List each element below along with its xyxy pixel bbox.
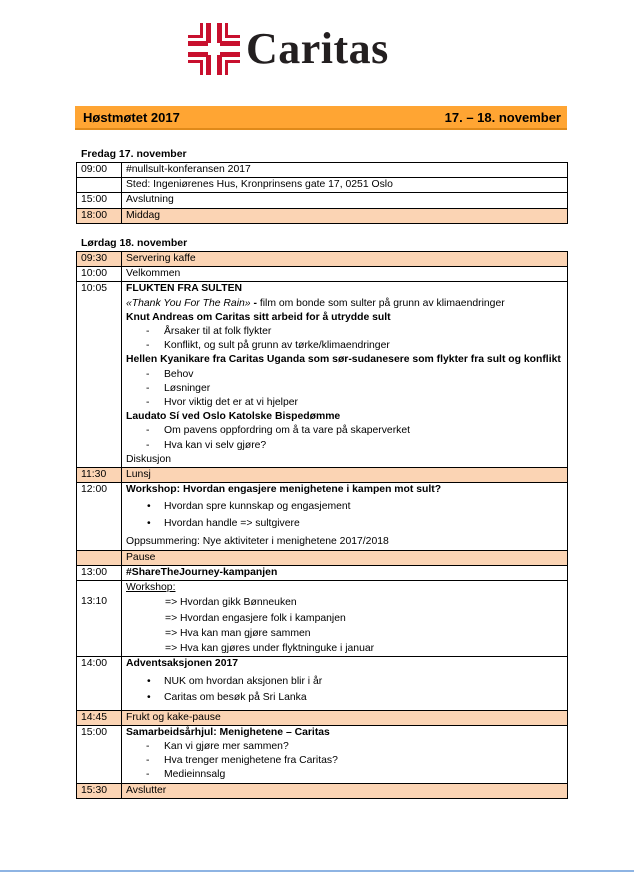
activity-cell: #ShareTheJourney-kampanjen [122,565,568,580]
list-item: - Hva trenger menighetene fra Caritas? [126,754,567,768]
list-item: => Hvordan engasjere folk i kampanjen [165,612,346,624]
table-row-highlighted [77,252,568,267]
activity-cell: #nullsult-konferansen 2017 [122,163,568,178]
activity-cell [122,483,568,550]
activity-cell: Avslutter [122,783,568,798]
film-description: film om bonde som sulter på grunn av klimaendringer [259,297,505,309]
table-row [77,581,568,657]
time-cell: 10:05 [77,282,122,468]
discussion-line: Diskusjon [126,453,172,465]
activity-cell: Pause [122,550,568,565]
activity-cell [122,725,568,783]
table-row [77,657,568,710]
table-row [77,565,568,580]
activity-cell: Middag [122,208,568,223]
session-title: FLUKTEN FRA SULTEN [126,283,243,295]
list-item: - Løsninger [126,382,567,396]
list-item: => Hva kan man gjøre sammen [165,627,311,639]
time-cell: 14:00 [77,657,122,710]
list-item: => Hvordan gikk Bønneuken [165,597,297,609]
saturday-schedule-table [76,251,568,799]
event-title: Høstmøtet 2017 [83,109,180,125]
activity-cell [122,657,568,710]
caritas-cross-icon [186,21,242,77]
activity-cell: Sted: Ingeniørenes Hus, Kronprinsens gate 17, 0251 Oslo [122,178,568,193]
table-row [77,483,568,550]
activity-cell: Velkommen [122,267,568,282]
table-row [77,193,568,208]
list-item: - Kan vi gjøre mer sammen? [126,740,567,754]
time-cell: 11:30 [77,468,122,483]
activity-cell: Avslutning [122,193,568,208]
time-cell: 15:00 [77,725,122,783]
workshop-list [126,499,567,532]
list-item: - Årsaker til at folk flykter [126,325,567,339]
table-row [77,178,568,193]
list-item: • Hvordan spre kunnskap og engasjement [126,499,567,516]
event-dates: 17. – 18. november [444,109,561,125]
workshop-topics-list [126,595,567,656]
speaker-heading: Laudato Sí ved Oslo Katolske Bispedømme [126,411,341,423]
caritas-logo [186,21,389,77]
saturday-heading: Lørdag 18. november [81,237,188,249]
table-row [77,163,568,178]
film-title: «Thank You For The Rain» [126,297,251,309]
activity-cell: Servering kaffe [122,252,568,267]
list-item: - Om pavens oppfordring om å ta vare på skaperverket [126,424,567,438]
advent-list [126,674,567,707]
list-item: - Medieinnsalg [126,768,567,782]
activity-cell: Lunsj [122,468,568,483]
collaboration-list [126,740,567,783]
friday-heading: Fredag 17. november [81,148,187,160]
time-cell [77,178,122,193]
time-cell: 12:00 [77,483,122,550]
knut-list [126,325,567,353]
summary-line: Oppsummering: Nye aktiviteter i menighetene 2017/2018 [126,536,389,548]
friday-schedule-table [76,162,568,224]
table-row-highlighted [77,783,568,798]
laudato-list [126,424,567,452]
film-line [126,297,567,311]
table-row-highlighted [77,710,568,725]
speaker-heading: Hellen Kyanikare fra Caritas Uganda som sør-sudanesere som flykter fra sult og konflikt [126,354,561,366]
speaker-heading: Knut Andreas om Caritas sitt arbeid for å utrydde sult [126,311,391,323]
table-row-highlighted [77,468,568,483]
workshop-label: Workshop: [126,582,176,594]
list-item: • Caritas om besøk på Sri Lanka [126,690,567,707]
list-item: - Konflikt, og sult på grunn av tørke/klimaendringer [126,339,567,353]
table-row [77,282,568,468]
time-cell: 14:45 [77,710,122,725]
session-title: Workshop: Hvordan engasjere menighetene i kampen mot sult? [126,484,442,496]
time-cell: 09:30 [77,252,122,267]
list-item: • Hvordan handle => sultgivere [126,516,567,533]
activity-cell: Frukt og kake-pause [122,710,568,725]
time-cell [77,550,122,565]
logo-wordmark: Caritas [246,24,389,73]
session-title: Samarbeidsårhjul: Menighetene – Caritas [126,726,330,738]
time-cell: 09:00 [77,163,122,178]
table-row [77,267,568,282]
time-cell: 13:10 [77,581,122,657]
time-cell: 15:30 [77,783,122,798]
table-row [77,725,568,783]
activity-cell [122,581,568,657]
table-row-highlighted [77,550,568,565]
activity-cell [122,282,568,468]
hellen-list [126,368,567,411]
time-cell: 10:00 [77,267,122,282]
film-separator: - [250,297,260,309]
list-item: - Hvor viktig det er at vi hjelper [126,396,567,410]
time-cell: 13:00 [77,565,122,580]
list-item: => Hva kan gjøres under flyktninguke i januar [165,643,375,655]
table-row-highlighted [77,208,568,223]
list-item: • NUK om hvordan aksjonen blir i år [126,674,567,691]
event-banner [75,106,567,130]
list-item: - Behov [126,368,567,382]
time-cell: 18:00 [77,208,122,223]
time-cell: 15:00 [77,193,122,208]
list-item: - Hva kan vi selv gjøre? [126,439,567,453]
session-title: Adventsaksjonen 2017 [126,658,239,670]
